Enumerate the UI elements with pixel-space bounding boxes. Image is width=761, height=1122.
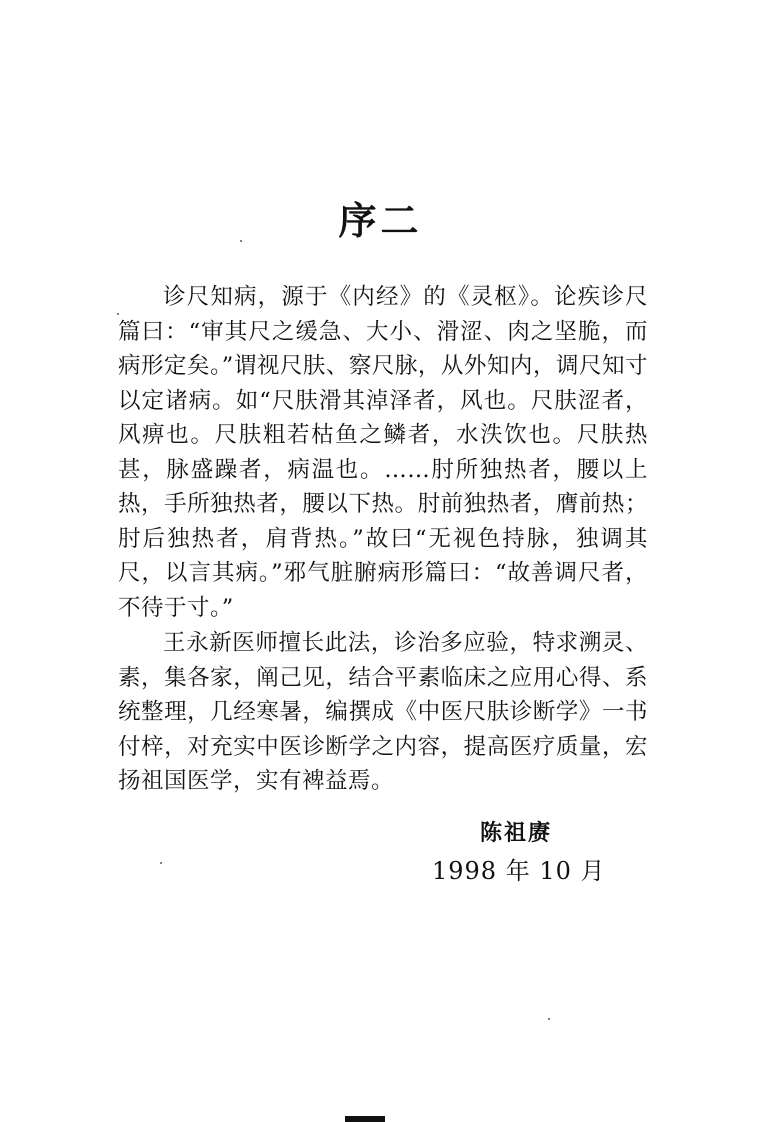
scan-speck	[548, 1018, 550, 1020]
page-number-mark	[345, 1116, 385, 1122]
date-line: 1998 年 10 月	[432, 857, 606, 885]
paragraph-2: 王永新医师擅长此法，诊治多应验，特求溯灵、素，集各家，阐己见，结合平素临床之应用心得、系统整理，几经寒暑，编撰成《中医尺肤诊断学》一书付梓，对充实中医诊断学之内容，提高医疗质量，宏扬祖国医学，实有裨益焉。	[118, 630, 648, 794]
scan-speck	[240, 240, 242, 242]
page-title: 序二	[338, 198, 423, 243]
scan-speck	[160, 862, 162, 864]
paragraph-1: 诊尺知病，源于《内经》的《灵枢》。论疾诊尺篇曰：“审其尺之缓急、大小、滑涩、肉之坚脆，而病形定矣。”谓视尺肤、察尺脉，从外知内，调尺知寸以定诸病。如“尺肤滑其淖泽者，风也。尺肤涩者，风痹也。尺肤粗若枯鱼之鳞者，水泆饮也。尺肤热甚，脉盛躁者，病温也。……肘所独热者，腰以上热，手所独热者，腰以下热。肘前独热者，膺前热；肘后独热者，肩背热。”故曰“无视色持脉，独调其尺，以言其病。”邪气脏腑病形篇曰：“故善调尺者，不待于寸。”	[118, 284, 648, 621]
author-signature: 陈祖赓	[480, 820, 553, 846]
scan-speck	[117, 313, 119, 315]
